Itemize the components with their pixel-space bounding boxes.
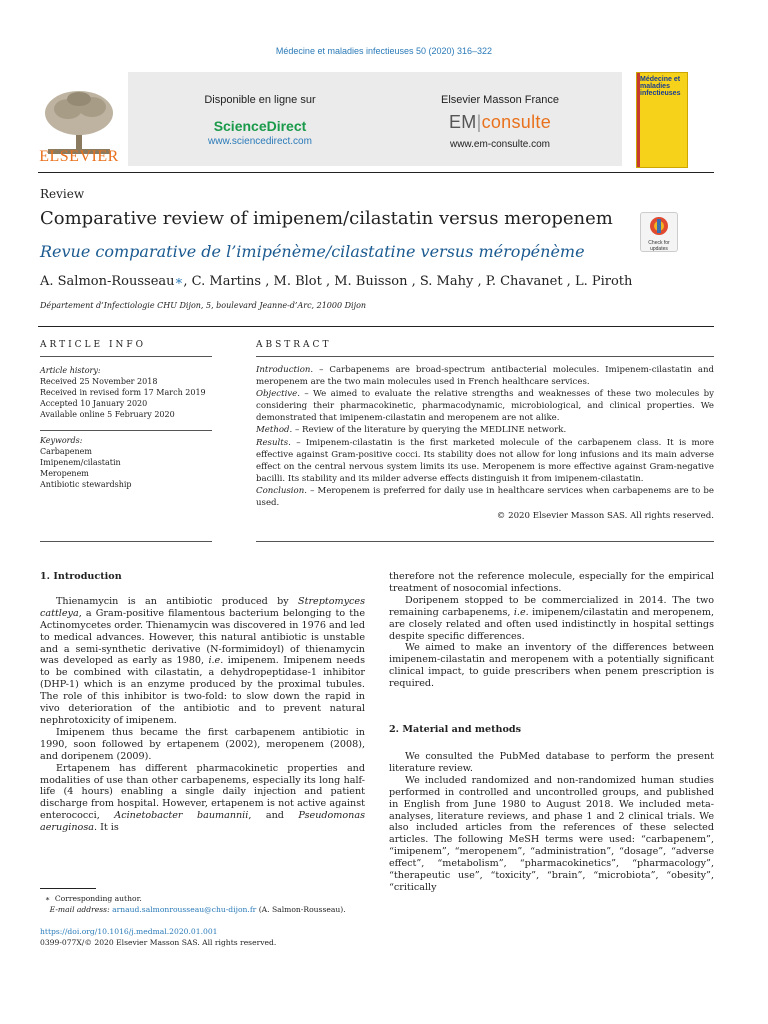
- abstract-rule: [256, 356, 714, 357]
- species-name: Acinetobacter baumannii: [114, 810, 249, 822]
- ie-abbrev: i.e.: [513, 606, 529, 618]
- check-updates-icon: [649, 216, 669, 236]
- species-name: Streptomyces cattleya: [40, 595, 365, 619]
- history-item: Received in revised form 17 March 2019: [40, 388, 206, 397]
- footnote: [40, 893, 370, 915]
- email-note: [40, 904, 370, 915]
- footnote-mark: ∗: [44, 894, 50, 903]
- check-updates-label: Check for updates: [648, 240, 670, 252]
- title-rule: [38, 326, 714, 327]
- abstract-label: Objective.: [256, 389, 300, 400]
- keyword: Meropenem: [40, 469, 89, 478]
- history-item: Received 25 November 2018: [40, 377, 158, 386]
- article-title: Comparative review of imipenem/cilastatin versus meropenem: [40, 208, 613, 229]
- abstract-text: – Carbapenems are broad-spectrum antibacterial molecules. Imipenem-cilastatin and meropenem are the two main molecules used in French healthcare services.: [256, 365, 714, 388]
- section-heading-methods: 2. Material and methods: [389, 724, 522, 736]
- abstract-label: Method.: [256, 425, 293, 436]
- sciencedirect-link[interactable]: www.sciencedirect.com: [208, 136, 312, 147]
- emconsulte-link[interactable]: www.em-consulte.com: [449, 139, 551, 150]
- footnote-rule: [40, 888, 96, 889]
- body-paragraph: [40, 596, 365, 727]
- text-run: imipenem/cilastatin and meropenem, are closely related and often used indistinctly in hospital settings despite specific differences.: [389, 606, 714, 642]
- sciencedirect-name: ScienceDirect: [213, 118, 307, 134]
- text-run: , and: [248, 810, 299, 822]
- check-updates-badge[interactable]: [640, 212, 678, 252]
- keyword: Carbapenem: [40, 447, 92, 456]
- emconsulte-block: [390, 94, 610, 150]
- doi-link[interactable]: https://doi.org/10.1016/j.medmal.2020.01.001: [40, 927, 218, 936]
- corresponding-note: [40, 893, 370, 904]
- abstract-label: Results.: [256, 437, 291, 448]
- first-author[interactable]: A. Salmon-Rousseau: [40, 274, 175, 289]
- body-paragraph: Imipenem thus became the first carbapenem antibiotic in 1990, soon followed by ertapenem (2002), meropenem (2008), and doripenem (2009).: [40, 726, 365, 762]
- elsevier-wordmark: ELSEVIER: [39, 148, 119, 165]
- text-run: , a Gram-positive filamentous bacterium belonging to the Actinomycetes order. Thienamycin was discovered in 1976 and led to medical advances. However, this natural antibiotic is unstable and a semi-synthetic derivative (N-formimidoyl) of thienamycin was developed as early as 1980,: [40, 607, 365, 667]
- section-heading-introduction: 1. Introduction: [40, 571, 122, 582]
- body-paragraph: We aimed to make an inventory of the differences between imipenem-cilastatin and meropenem with a potentially significant clinical impact, to guide prescribers when penem prescription is required.: [389, 642, 714, 690]
- body-right-column: [389, 571, 714, 894]
- author-list: [40, 274, 632, 289]
- cover-title: Médecine et maladies infectieuses: [640, 76, 681, 97]
- email-owner: (A. Salmon-Rousseau).: [258, 905, 346, 914]
- article-info-heading: ARTICLE INFO: [40, 340, 147, 350]
- header-rule: [38, 172, 714, 173]
- ie-abbrev: i.e.: [208, 655, 224, 667]
- body-left-column: [40, 571, 365, 834]
- keyword: Antibiotic stewardship: [40, 480, 132, 489]
- abstract-introduction: [256, 364, 714, 388]
- text-run: Thienamycin is an antibiotic produced by: [56, 595, 299, 607]
- abstract-conclusion: [256, 485, 714, 509]
- text-run: . It is: [93, 822, 119, 834]
- text-run: Ertapenem has different pharmacokinetic properties and modalities of use than other carbapenems, especially its long half-life (4 hours) enabling a single daily injection and patient discharge from hospital. However, ertapenem is not active against enterococci,: [40, 762, 365, 822]
- em-prefix: EM: [448, 112, 477, 132]
- body-paragraph: [389, 595, 714, 643]
- publisher-france-label: Elsevier Masson France: [441, 94, 559, 106]
- corresponding-mark[interactable]: ∗: [174, 274, 184, 289]
- abstract-label: Introduction.: [256, 365, 314, 375]
- history-rule: [40, 430, 212, 431]
- abstract-text: – We aimed to evaluate the relative strengths and weaknesses of these two molecules by considering their pharmacokinetic, pharmacodynamic, microbiological, and clinical properties. We demonstrated that imipenem-cilastatin and meropenem are not alike.: [256, 389, 714, 424]
- corresponding-label: Corresponding author.: [54, 894, 142, 903]
- emconsulte-logo: EM|consulte: [448, 112, 552, 132]
- journal-citation[interactable]: Médecine et maladies infectieuses 50 (2020) 316–322: [275, 46, 493, 56]
- abstract-label: Conclusion.: [256, 485, 307, 496]
- keyword: Imipenem/cilastatin: [40, 458, 121, 467]
- email-label: E-mail address:: [49, 905, 110, 914]
- abstract-objective: [256, 388, 714, 424]
- em-suffix: consulte: [481, 112, 552, 132]
- history-item: Accepted 10 January 2020: [40, 399, 148, 408]
- article-history: [40, 365, 212, 420]
- text-run: Doripenem stopped to be commercialized in 2014. The two remaining carbapenems,: [389, 594, 714, 618]
- history-item: Available online 5 February 2020: [40, 410, 175, 419]
- body-paragraph: We consulted the PubMed database to perform the present literature review.: [389, 750, 714, 774]
- article-title-french: Revue comparative de l’imipénème/cilastatine versus méropénème: [40, 242, 585, 261]
- body-paragraph: [40, 763, 365, 834]
- available-online-label: Disponible en ligne sur: [204, 94, 316, 106]
- species-name: Pseudomonas aeruginosa: [40, 810, 365, 834]
- abstract-body: [256, 364, 714, 509]
- keywords-label: Keywords:: [40, 436, 83, 445]
- abstract-heading: ABSTRACT: [256, 340, 332, 350]
- body-paragraph: We included randomized and non-randomized human studies performed in controlled and uncontrolled groups, and published in English from June 1980 to August 2018. We included meta-analyses, literature reviews, and phase 1 and 2 clinical trials. We also included articles from the references of these selected articles. The following MeSH terms were used: “carbapenem”, “imipenem”, “meropenem”, “administration”, “dosage”, “adverse effect”, “metabolism”, “pharmacokinetics”, “pharmacology”, “therapeutic use”, “toxicity”, “brain”, “microbiota”, “obesity”, “critically: [389, 774, 714, 893]
- journal-cover[interactable]: [636, 72, 688, 168]
- abstract-results: [256, 437, 714, 485]
- abstract-copyright: © 2020 Elsevier Masson SAS. All rights reserved.: [496, 511, 714, 521]
- affiliation: Département d’Infectiologie CHU Dijon, 5, boulevard Jeanne-d’Arc, 21000 Dijon: [40, 301, 367, 310]
- text-run: imipenem. Imipenem needs to be combined with cilastatin, a dehydropeptidase-1 inhibitor (DHP-1) which is an enzyme produced by the proximal tubules. The role of this inhibitor is two-fold: to slow down the rapid in vivo deterioration of the antibiotic and to prevent natural nephrotoxicity of imipenem.: [40, 655, 365, 726]
- doi-block: [40, 926, 276, 948]
- other-authors: , C. Martins , M. Blot , M. Buisson , S. Mahy , P. Chavanet , L. Piroth: [183, 274, 633, 289]
- abstract-method: [256, 424, 714, 436]
- abstract-bottom-rule: [256, 541, 714, 542]
- abstract-text: – Review of the literature by querying the MEDLINE network.: [292, 425, 567, 436]
- sciencedirect-block: [140, 94, 380, 147]
- history-label: Article history:: [40, 366, 101, 375]
- article-type: Review: [40, 187, 85, 201]
- body-paragraph: therefore not the reference molecule, especially for the empirical treatment of nosocomial infections.: [389, 571, 714, 594]
- abstract-text: – Meropenem is preferred for daily use in healthcare services when carbapenems are to be used.: [256, 485, 714, 509]
- article-info-rule: [40, 356, 212, 357]
- email-link[interactable]: arnaud.salmonrousseau@chu-dijon.fr: [112, 905, 257, 914]
- keywords: [40, 435, 212, 490]
- issn-line: 0399-077X/© 2020 Elsevier Masson SAS. All rights reserved.: [40, 938, 277, 947]
- abstract-text: – Imipenem-cilastatin is the first marketed molecule of the carbapenem class. It is more effective against Gram-positive cocci. Its stability does not allow for long infusions and its main adverse effect on the central nervous system limits its use. Meropenem is more effective against Gram-negative bacilli. Its stability and its milder adverse effects distinguish it from imipenem-cilastatin.: [256, 437, 714, 484]
- info-bottom-rule: [40, 541, 212, 542]
